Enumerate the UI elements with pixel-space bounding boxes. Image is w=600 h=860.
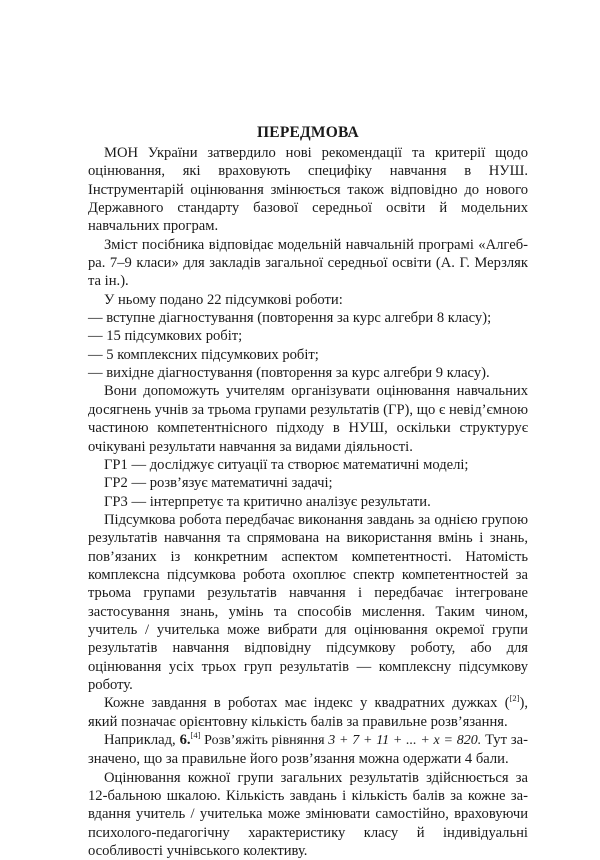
example-task-number: 6. xyxy=(179,732,191,748)
index-text-after: ), який позначає орієнтовну кількість балів за правильне розв’язання. xyxy=(88,695,528,730)
list-item: — 15 підсумкових робіт; xyxy=(88,328,243,345)
paragraph-final-work: Підсумкова робота передбачає виконання завдань за однією групою результатів навчання та спрямована на використання вмінь і знань, пов’язаних із конкретним аспектом компетентності. Натомість комплексна підсумкова робота охоплює спектр компетентностей за трьома групами результатів навчання і передбачає інтегроване застосування знань, умінь та способів мислення. Таким чином, учитель / учителька може вибрати для оцінювання окремої групи результатів навчання відповідну підсумкову роботу, або для оцінювання усіх трьох груп результатів — комплексну підсумкову роботу. xyxy=(88,511,528,693)
paragraph-program: Зміст посібника відповідає модельній навчальній програмі «Алгебра. 7–9 класи» для закладів загальної середньої освіти (А. Г. Мерзляк та ін.). xyxy=(88,236,528,290)
list-item: — вступне діагностування (повторення за курс алгебри 8 класу); xyxy=(88,310,492,327)
group-item: ГР1 — досліджує ситуації та створює математичні моделі; xyxy=(104,456,469,473)
group-item: ГР2 — розв’язує математичні задачі; xyxy=(104,475,333,492)
paragraph-index xyxy=(88,694,528,731)
example-superscript: [4] xyxy=(190,730,201,741)
example-equation: 3 + 7 + 11 + ... + x = 820. xyxy=(328,733,482,748)
index-superscript: [2] xyxy=(509,693,520,704)
paragraph-example xyxy=(88,731,528,769)
example-task-text: Розв’яжіть рівняння xyxy=(200,733,329,748)
document-page xyxy=(88,124,528,860)
paragraph-works-count: У ньому подано 22 підсумкові роботи: xyxy=(104,291,343,308)
list-item: — 5 комплексних підсумкових робіт; xyxy=(88,346,319,363)
paragraph-intro: МОН України затвердило нові рекомендації та критерії щодо оцінювання, які враховують специфіку навчання в НУШ. Інструментарій оцінювання змінюється також відповідно до нового Державного стандарту базової середньої освіти й модельних навчальних програм. xyxy=(88,145,528,235)
example-text-after: Тут зазначено, що за правильне його розв’язання можна одержати 4 бали. xyxy=(88,732,528,768)
paragraph-assessment: Вони допоможуть учителям організувати оцінювання навчальних досягнень учнів за трьома групами результатів (ГР), що є невід’ємною частиною компетентнісного підходу в НУШ, оскільки структурує очікувані результати навчання за видами діяльності. xyxy=(88,383,528,455)
index-text-before: Кожне завдання в роботах має індекс у квадратних дужках ( xyxy=(104,695,510,712)
list-item: — вихідне діагностування (повторення за курс алгебри 9 класу). xyxy=(88,365,490,382)
paragraph-scale: Оцінювання кожної групи загальних результатів здійснюється за 12-бальною шкалою. Кількість завдань і кількість балів за кожне завдання учитель / учителька може змінювати самостійно, враховуючи психолого-педагогічну характеристику класу й індивідуальні особливості учнівського колективу. xyxy=(88,769,528,860)
group-item: ГР3 — інтерпретує та критично аналізує результати. xyxy=(104,493,431,510)
example-text-before: Наприклад, xyxy=(104,732,180,748)
page-title: ПЕРЕДМОВА xyxy=(257,124,359,141)
